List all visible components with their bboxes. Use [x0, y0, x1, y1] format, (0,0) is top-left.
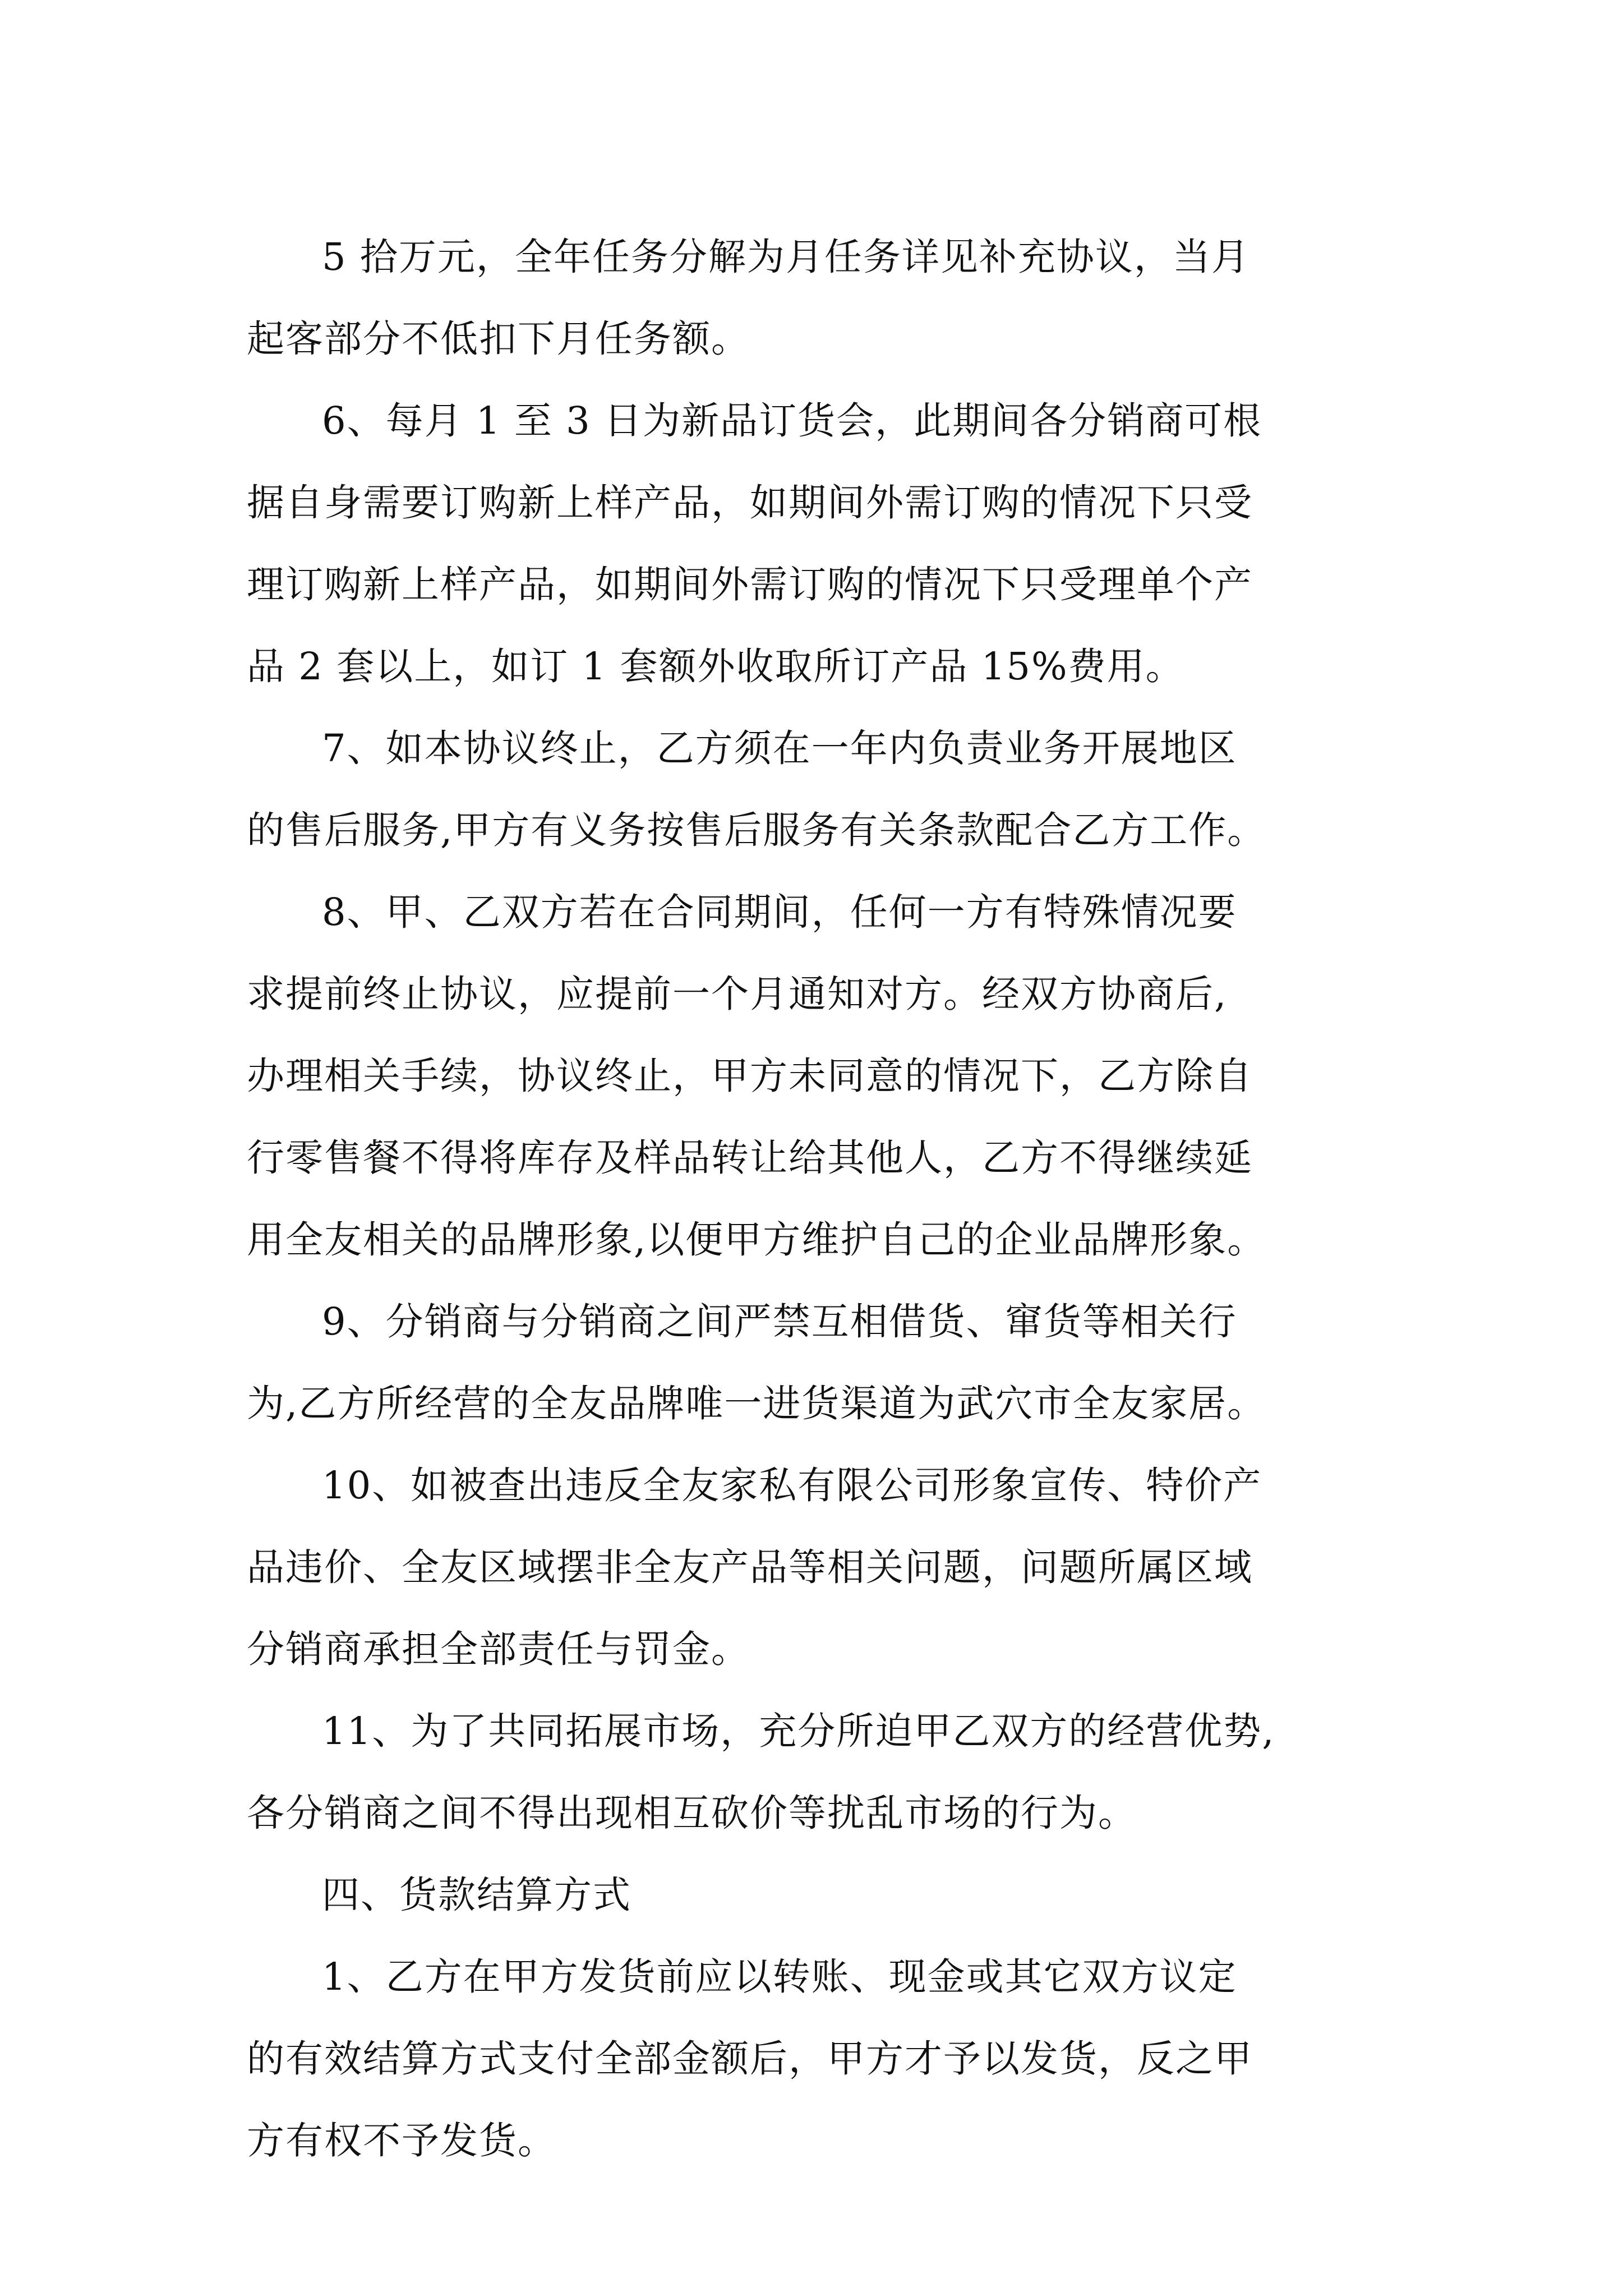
para-item-9	[247, 1281, 1402, 1444]
text-line: 品 2 套以上，如订 1 套额外收取所订产品 15%费用。	[247, 645, 1184, 688]
text-line: 11、为了共同拓展市场，充分所迫甲乙双方的经营优势,	[322, 1709, 1275, 1753]
text-line: 5 拾万元，全年任务分解为月任务详见补充协议，当月	[322, 235, 1250, 279]
para-item-10	[247, 1444, 1402, 1690]
text-line: 分销商承担全部责任与罚金。	[247, 1627, 750, 1671]
text-line: 用全友相关的品牌形象,以便甲方维护自己的企业品牌形象。	[247, 1218, 1266, 1262]
text-line: 的有效结算方式支付全部金额后，甲方才予以发货，反之甲	[247, 2037, 1253, 2081]
para-item-8	[247, 871, 1402, 1281]
text-line: 行零售餐不得将库存及样品转让给其他人，乙方不得继续延	[247, 1136, 1253, 1180]
para-section4-item-1	[247, 1936, 1402, 2182]
text-line: 8、甲、乙双方若在合同期间，任何一方有特殊情况要	[322, 890, 1237, 934]
section-heading-4	[247, 1854, 1402, 1936]
text-line: 1、乙方在甲方发货前应以转账、现金或其它双方议定	[322, 1955, 1237, 1999]
text-line: 品违价、全友区域摆非全友产品等相关问题，问题所属区域	[247, 1545, 1253, 1589]
text-line: 为,乙方所经营的全友品牌唯一进货渠道为武穴市全友家居。	[247, 1382, 1266, 1425]
text-line: 理订购新上样产品，如期间外需订购的情况下只受理单个产	[247, 563, 1253, 606]
text-line: 据自身需要订购新上样产品，如期间外需订购的情况下只受	[247, 481, 1253, 524]
para-item-11	[247, 1690, 1402, 1854]
document-body	[247, 216, 1402, 2182]
text-line: 起客部分不低扣下月任务额。	[247, 317, 750, 361]
text-line: 四、货款结算方式	[322, 1873, 631, 1917]
text-line: 方有权不予发货。	[247, 2119, 556, 2162]
para-item-7	[247, 707, 1402, 871]
text-line: 求提前终止协议，应提前一个月通知对方。经双方协商后,	[247, 972, 1228, 1016]
text-line: 的售后服务,甲方有义务按售后服务有关条款配合乙方工作。	[247, 808, 1266, 852]
text-line: 各分销商之间不得出现相互砍价等扰乱市场的行为。	[247, 1791, 1137, 1835]
text-line: 9、分销商与分销商之间严禁互相借货、窜货等相关行	[322, 1300, 1237, 1343]
para-5-continued	[247, 216, 1402, 380]
text-line: 7、如本协议终止，乙方须在一年内负责业务开展地区	[322, 726, 1237, 770]
para-item-6	[247, 380, 1402, 707]
text-line: 6、每月 1 至 3 日为新品订货会，此期间各分销商可根	[322, 399, 1262, 443]
text-line: 办理相关手续，协议终止，甲方未同意的情况下，乙方除自	[247, 1054, 1253, 1098]
text-line: 10、如被查出违反全友家私有限公司形象宣传、特价产	[322, 1464, 1262, 1507]
